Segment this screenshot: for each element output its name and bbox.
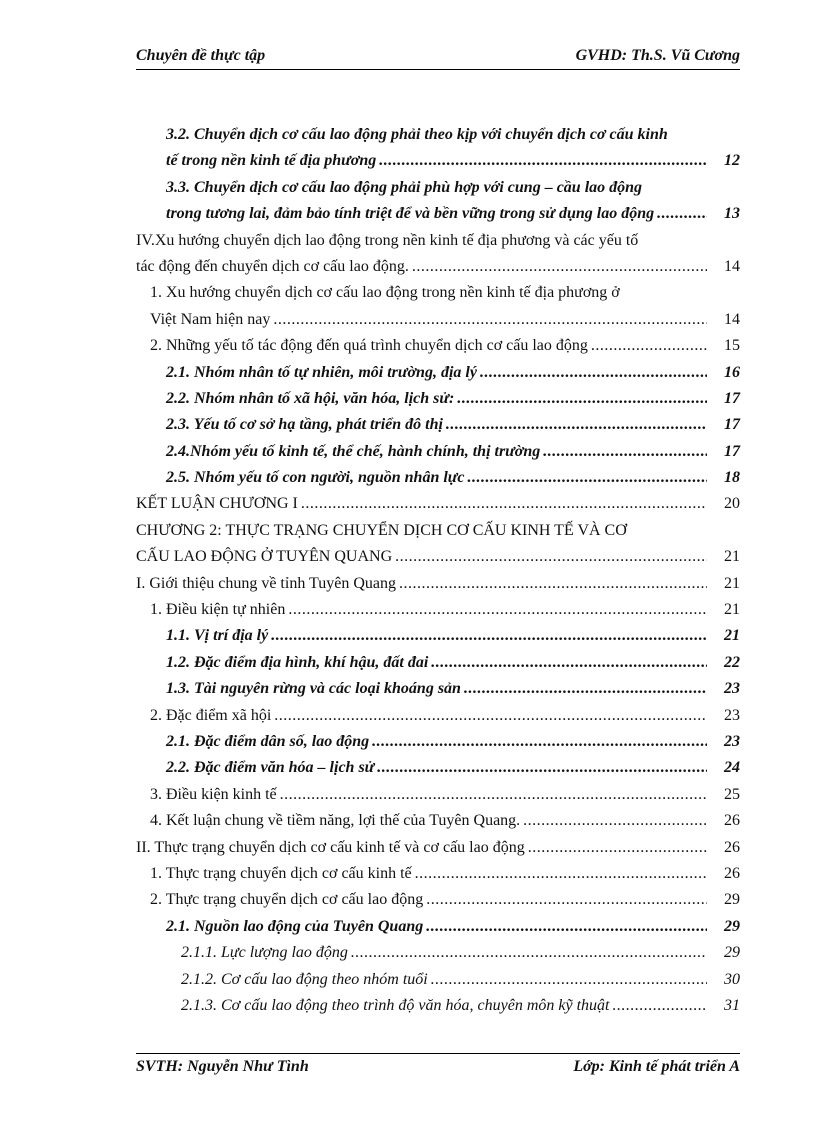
- dot-leader: [591, 333, 707, 359]
- dot-leader: [446, 412, 707, 438]
- dot-leader: [412, 254, 707, 280]
- toc-entry: 3.3. Chuyển dịch cơ cấu lao động phải phù hợp với cung – cầu lao động: [166, 178, 643, 196]
- toc-entry: 3. Điều kiện kinh tế ..... 25: [136, 782, 740, 808]
- toc-entry: tác động đến chuyển dịch cơ cấu lao động. ..... 14: [136, 254, 740, 280]
- toc-page: 24: [724, 759, 740, 777]
- dot-leader: [399, 571, 707, 597]
- toc-entry: 1.2. Đặc điểm địa hình, khí hậu, đất đai ..... 22: [136, 650, 740, 676]
- toc-entry: 1. Thực trạng chuyển dịch cơ cấu kinh tế ..... 26: [136, 861, 740, 887]
- toc-entry: tế trong nền kinh tế địa phương ..... 12: [136, 148, 740, 174]
- toc-page: 15: [724, 337, 740, 355]
- dot-leader: [379, 148, 707, 174]
- dot-leader: [271, 623, 707, 649]
- toc-entry: trong tương lai, đảm bảo tính triệt để và bền vững trong sử dụng lao động ..... 13: [136, 201, 740, 227]
- dot-leader: [273, 307, 707, 333]
- toc-entry: 2.1. Đặc điểm dân số, lao động ..... 23: [136, 729, 740, 755]
- table-of-contents: [136, 122, 740, 1019]
- dot-leader: [274, 703, 707, 729]
- dot-leader: [372, 729, 707, 755]
- page-footer: [136, 1053, 740, 1075]
- dot-leader: [612, 993, 707, 1019]
- toc-page: 26: [724, 864, 740, 882]
- toc-page: 16: [724, 363, 740, 381]
- toc-page: 12: [724, 152, 740, 170]
- footer-student: SVTH: Nguyễn Như Tình: [136, 1058, 309, 1075]
- toc-entry: 2.1. Nguồn lao động của Tuyên Quang ..... 29: [136, 914, 740, 940]
- toc-entry: 3.2. Chuyển dịch cơ cấu lao động phải theo kịp với chuyển dịch cơ cấu kinh: [166, 126, 668, 143]
- toc-entry: 2.3. Yếu tố cơ sở hạ tầng, phát triển đô thị ..... 17: [136, 412, 740, 438]
- dot-leader: [528, 835, 707, 861]
- toc-entry: 2.1. Nhóm nhân tố tự nhiên, môi trường, địa lý ..... 16: [136, 360, 740, 386]
- toc-entry: KẾT LUẬN CHƯƠNG I ..... 20: [136, 491, 740, 517]
- toc-page: 22: [724, 653, 740, 671]
- toc-entry: 2.2. Nhóm nhân tố xã hội, văn hóa, lịch sử: ..... 17: [136, 386, 740, 412]
- toc-page: 31: [724, 996, 740, 1014]
- toc-entry: 2. Những yếu tố tác động đến quá trình chuyển dịch cơ cấu lao động ..... 15: [136, 333, 740, 359]
- dot-leader: [457, 386, 707, 412]
- dot-leader: [426, 914, 707, 940]
- toc-page: 29: [724, 917, 740, 935]
- dot-leader: [543, 439, 707, 465]
- toc-page: 21: [724, 574, 740, 592]
- dot-leader: [657, 201, 707, 227]
- dot-leader: [426, 887, 707, 913]
- toc-entry: 2.1.2. Cơ cấu lao động theo nhóm tuổi ..... 30: [136, 967, 740, 993]
- toc-page: 17: [724, 442, 740, 460]
- toc-page: 14: [724, 310, 740, 328]
- toc-entry: 1.3. Tài nguyên rừng và các loại khoáng sản ..... 23: [136, 676, 740, 702]
- dot-leader: [415, 861, 707, 887]
- toc-entry: 2.4.Nhóm yếu tố kinh tế, thể chế, hành chính, thị trường ..... 17: [136, 439, 740, 465]
- page-header: [136, 45, 740, 70]
- dot-leader: [467, 465, 707, 491]
- toc-entry: 1. Xu hướng chuyển dịch cơ cấu lao động trong nền kinh tế địa phương ở: [150, 284, 620, 302]
- header-title: Chuyên đề thực tập: [136, 47, 266, 64]
- toc-page: 23: [724, 732, 740, 750]
- toc-page: 23: [724, 680, 740, 698]
- toc-page: 21: [724, 601, 740, 619]
- toc-entry: IV.Xu hướng chuyển dịch lao động trong nền kinh tế địa phương và các yếu tố: [136, 231, 639, 249]
- toc-page: 29: [724, 944, 740, 962]
- dot-leader: [431, 967, 707, 993]
- toc-entry: 4. Kết luận chung về tiềm năng, lợi thế của Tuyên Quang. ..... 26: [136, 808, 740, 834]
- toc-entry: CẤU LAO ĐỘNG Ở TUYÊN QUANG ..... 21: [136, 544, 740, 570]
- toc-entry: 2.5. Nhóm yếu tố con người, nguồn nhân lực ..... 18: [136, 465, 740, 491]
- toc-page: 21: [724, 548, 740, 566]
- dot-leader: [377, 755, 707, 781]
- toc-page: 17: [724, 416, 740, 434]
- toc-entry: 1.1. Vị trí địa lý ..... 21: [136, 623, 740, 649]
- toc-page: 23: [724, 706, 740, 724]
- dot-leader: [351, 940, 707, 966]
- toc-entry: 2. Thực trạng chuyển dịch cơ cấu lao động ..... 29: [136, 887, 740, 913]
- toc-page: 29: [724, 891, 740, 909]
- toc-entry: 2. Đặc điểm xã hội ..... 23: [136, 703, 740, 729]
- toc-page: 18: [724, 469, 740, 487]
- toc-page: 26: [724, 812, 740, 830]
- footer-class: Lớp: Kinh tế phát triển A: [573, 1058, 740, 1075]
- toc-entry: II. Thực trạng chuyển dịch cơ cấu kinh tế và cơ cấu lao động ..... 26: [136, 835, 740, 861]
- dot-leader: [464, 676, 707, 702]
- toc-entry: I. Giới thiệu chung về tỉnh Tuyên Quang ..... 21: [136, 571, 740, 597]
- dot-leader: [288, 597, 707, 623]
- toc-entry: 1. Điều kiện tự nhiên ..... 21: [136, 597, 740, 623]
- dot-leader: [480, 360, 707, 386]
- toc-page: 17: [724, 389, 740, 407]
- toc-page: 25: [724, 785, 740, 803]
- toc-page: 20: [724, 495, 740, 513]
- dot-leader: [301, 491, 707, 517]
- dot-leader: [395, 544, 707, 570]
- header-advisor: GVHD: Th.S. Vũ Cương: [575, 47, 740, 64]
- dot-leader: [523, 808, 707, 834]
- toc-page: 13: [724, 205, 740, 223]
- toc-page: 26: [724, 838, 740, 856]
- toc-entry: 2.1.1. Lực lượng lao động ..... 29: [136, 940, 740, 966]
- toc-page: 14: [724, 257, 740, 275]
- dot-leader: [431, 650, 707, 676]
- dot-leader: [280, 782, 707, 808]
- toc-entry: 2.2. Đặc điểm văn hóa – lịch sử ..... 24: [136, 755, 740, 781]
- toc-page: 21: [724, 627, 740, 645]
- toc-entry: CHƯƠNG 2: THỰC TRẠNG CHUYỂN DỊCH CƠ CẤU KINH TẾ VÀ CƠ: [136, 521, 627, 539]
- toc-entry: 2.1.3. Cơ cấu lao động theo trình độ văn hóa, chuyên môn kỹ thuật ..... 31: [136, 993, 740, 1019]
- toc-page: 30: [724, 970, 740, 988]
- toc-entry: Việt Nam hiện nay ..... 14: [136, 307, 740, 333]
